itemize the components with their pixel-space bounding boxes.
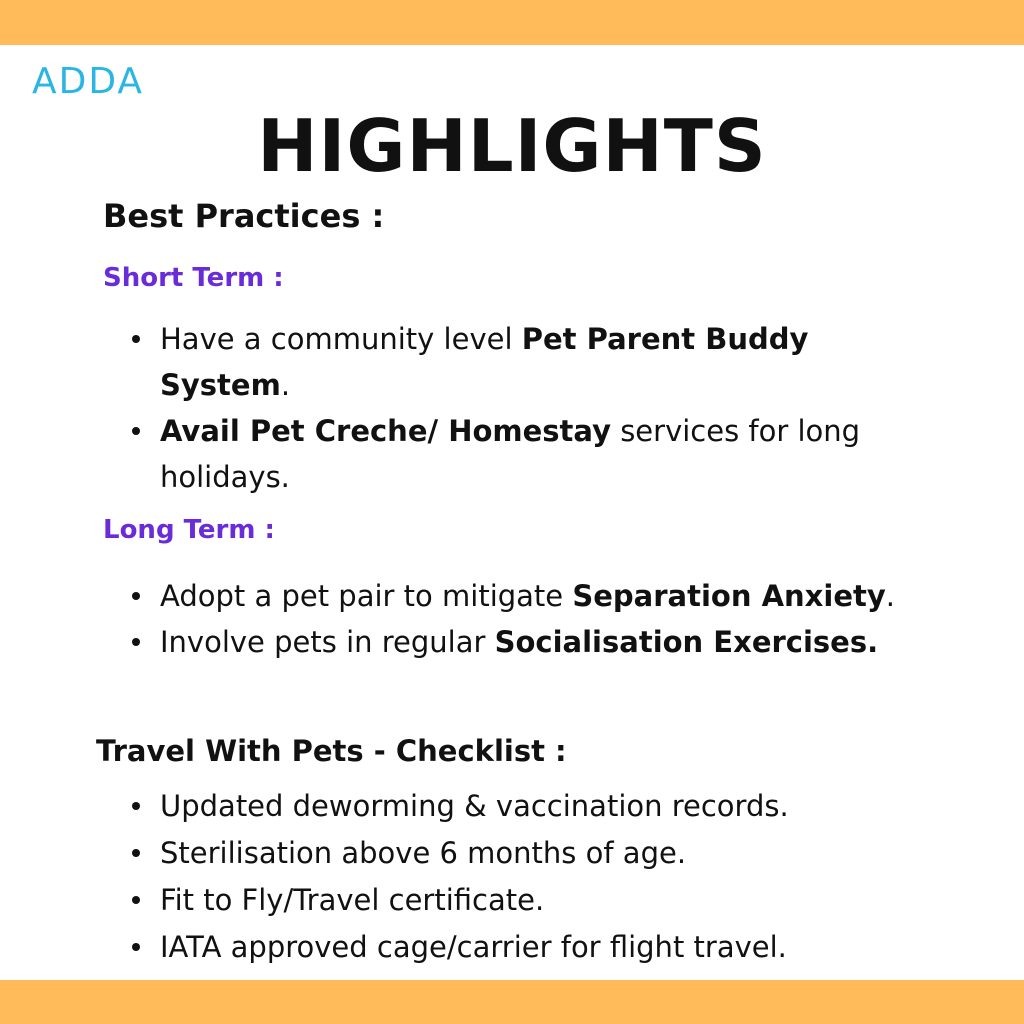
bullet-dot-icon [132,802,140,810]
list-item: Involve pets in regular Socialisation Exercises. [130,619,960,665]
bullet-dot-icon [132,592,140,600]
bullet-dot-icon [132,638,140,646]
bullet-dot-icon [132,896,140,904]
long-term-label: Long Term : [103,515,275,545]
long-term-list [130,573,960,665]
short-term-list [130,316,930,500]
list-item: Adopt a pet pair to mitigate Separation Anxiety. [130,573,960,619]
bullet-dot-icon [132,849,140,857]
list-item: Have a community level Pet Parent Buddy System. [130,316,930,408]
bullet-dot-icon [132,943,140,951]
bottom-band [0,980,1024,1024]
list-item: Updated deworming & vaccination records. [130,783,990,830]
short-term-label: Short Term : [103,263,284,293]
bullet-dot-icon [132,427,140,435]
list-item: Fit to Fly/Travel certificate. [130,877,990,924]
best-practices-heading: Best Practices : [103,197,385,235]
page-title: HIGHLIGHTS [257,104,767,188]
travel-checklist-heading: Travel With Pets - Checklist : [96,734,567,768]
list-item: Avail Pet Creche/ Homestay services for long holidays. [130,408,930,500]
list-item: IATA approved cage/carrier for flight travel. [130,924,990,971]
list-item: Sterilisation above 6 months of age. [130,830,990,877]
bullet-dot-icon [132,335,140,343]
adda-logo: ADDA [32,61,145,102]
travel-checklist-list [130,783,990,971]
top-band [0,0,1024,45]
